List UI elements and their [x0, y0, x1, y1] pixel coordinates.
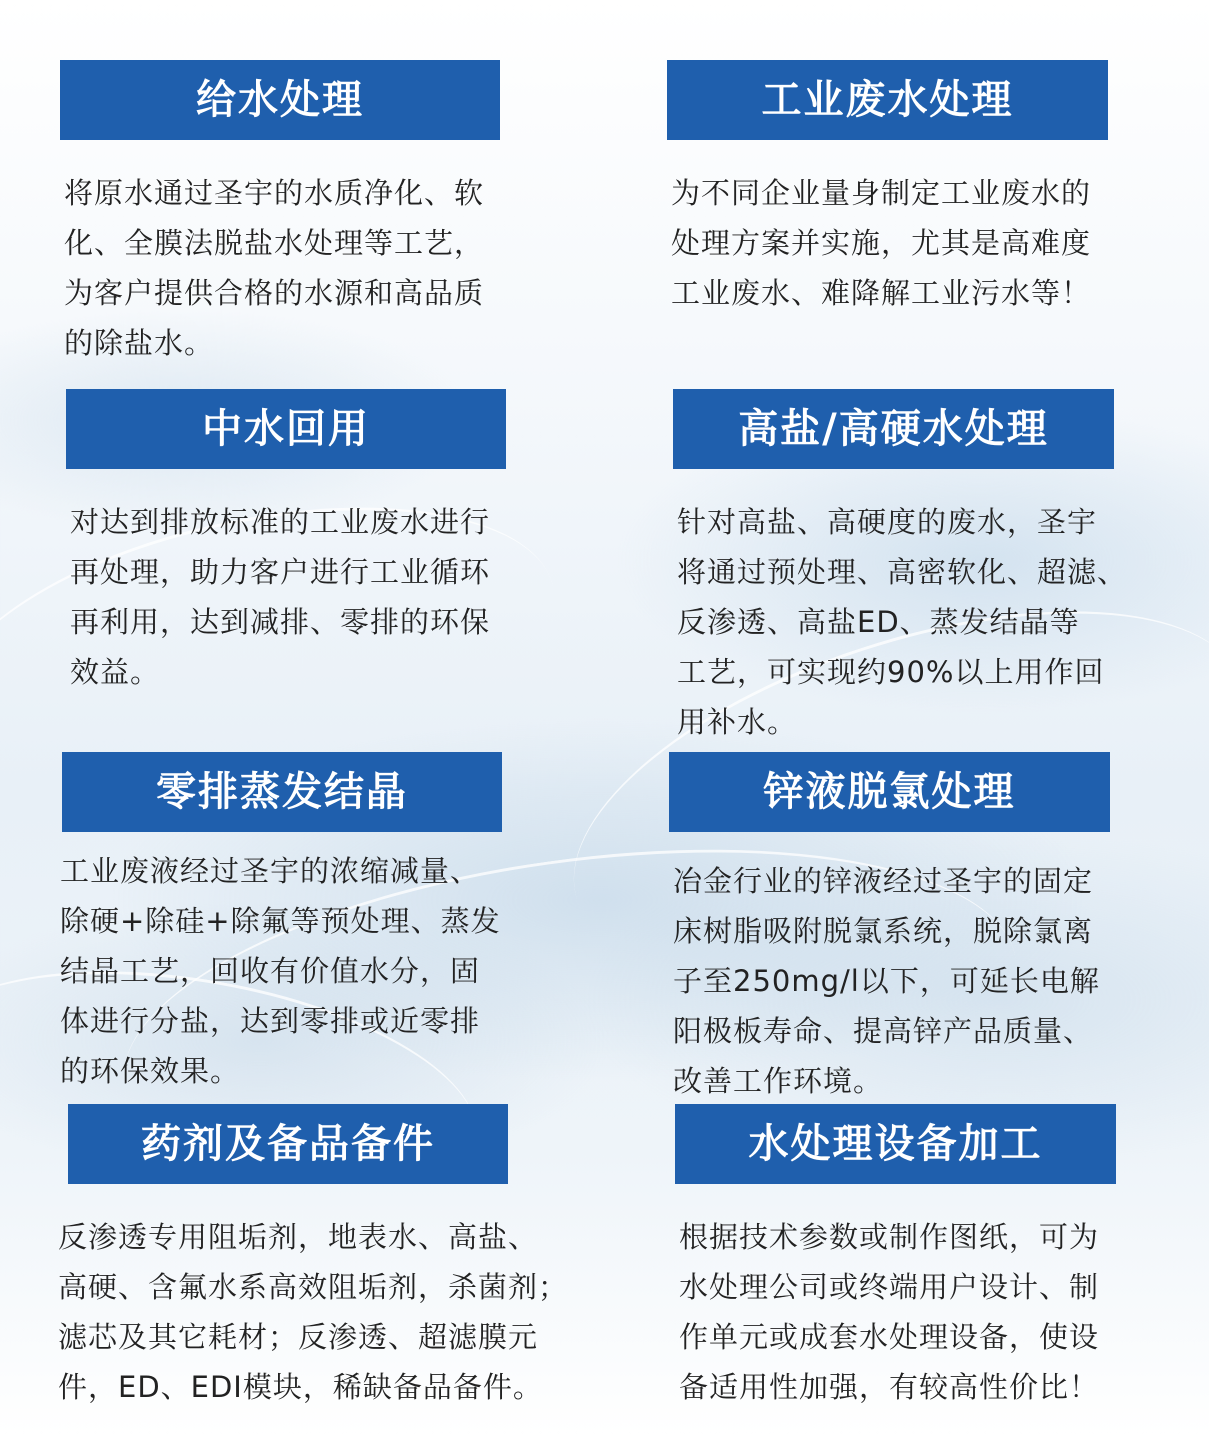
section-body-feed-water: 将原水通过圣宇的水质净化、软 化、全膜法脱盐水处理等工艺， 为客户提供合格的水源和高品质 的除盐水。 — [64, 176, 485, 360]
section-body-high-salt-hardness: 针对高盐、高硬度的废水，圣宇 将通过预处理、高密软化、超滤、 反渗透、高盐ED、蒸发结晶等 工艺，可实现约90%以上用作回 用补水。 — [677, 505, 1128, 739]
section-body-zinc-dechlorination: 冶金行业的锌液经过圣宇的固定 床树脂吸附脱氯系统，脱除氯离 子至250mg/l以下，可延长电解 阳极板寿命、提高锌产品质量、 改善工作环境。 — [673, 864, 1100, 1098]
section-title-industrial-wastewater: 工业废水处理 — [667, 60, 1108, 140]
section-title-chemicals-spare-parts: 药剂及备品备件 — [68, 1104, 508, 1184]
section-title-equipment-fabrication: 水处理设备加工 — [675, 1104, 1116, 1184]
section-title-high-salt-hardness: 高盐/高硬水处理 — [673, 389, 1114, 469]
section-body-reclaimed-water: 对达到排放标准的工业废水进行 再处理，助力客户进行工业循环 再利用，达到减排、零排的环保 效益。 — [70, 505, 491, 689]
section-body-industrial-wastewater: 为不同企业量身制定工业废水的 处理方案并实施，尤其是高难度 工业废水、难降解工业污水等！ — [671, 176, 1092, 310]
section-title-feed-water: 给水处理 — [60, 60, 500, 140]
section-title-reclaimed-water: 中水回用 — [66, 389, 506, 469]
section-body-equipment-fabrication: 根据技术参数或制作图纸，可为 水处理公司或终端用户设计、制 作单元或成套水处理设备，使设 备适用性加强，有较高性价比！ — [679, 1220, 1100, 1404]
section-title-zinc-dechlorination: 锌液脱氯处理 — [669, 752, 1110, 832]
section-title-zero-discharge: 零排蒸发结晶 — [62, 752, 502, 832]
section-body-chemicals-spare-parts: 反渗透专用阻垢剂，地表水、高盐、 高硬、含氟水系高效阻垢剂，杀菌剂； 滤芯及其它耗材；反渗透、超滤膜元 件，ED、EDI模块，稀缺备品备件。 — [58, 1220, 569, 1404]
section-body-zero-discharge: 工业废液经过圣宇的浓缩减量、 除硬+除硅+除氟等预处理、蒸发 结晶工艺，回收有价值水分，固 体进行分盐，达到零排或近零排 的环保效果。 — [60, 854, 501, 1088]
